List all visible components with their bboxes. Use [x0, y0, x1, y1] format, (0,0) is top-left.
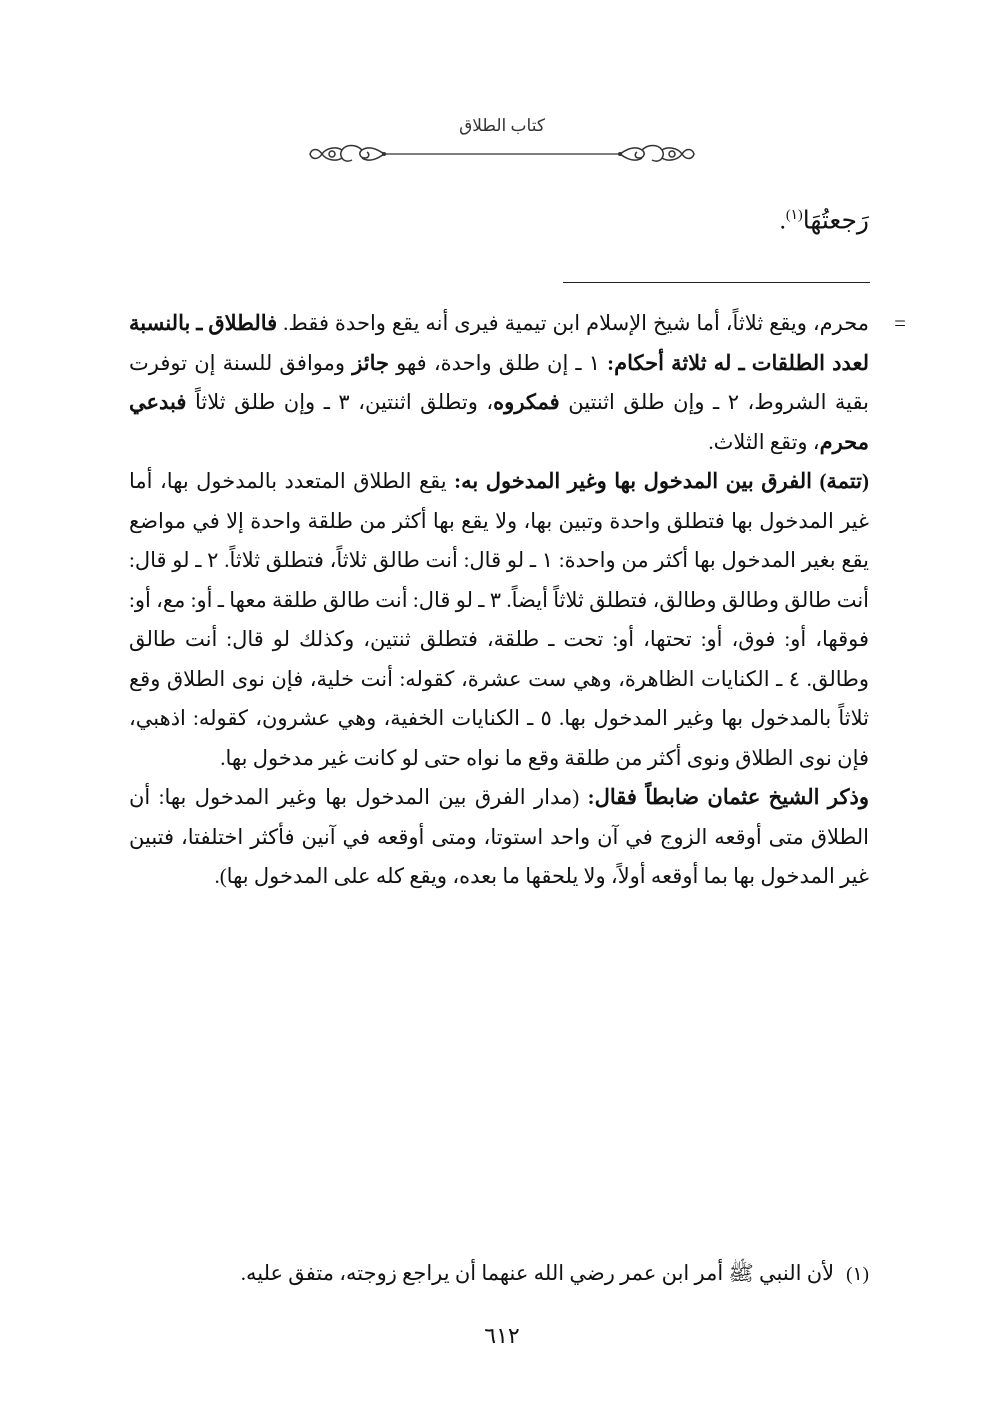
header-title: كتاب الطلاق [459, 116, 545, 135]
p1-bold-4: فبدعي محرم [129, 390, 869, 454]
p2-bold: (تتمة) الفرق بين المدخول بها وغير المدخول به: [454, 469, 870, 493]
notes-paragraph-1 [129, 304, 906, 462]
p1-text-5: ، وتقع الثلاث. [708, 429, 820, 454]
p1-text-4: ، وتطلق اثنتين، ٣ ـ وإن طلق ثلاثاً [186, 390, 494, 414]
footnote-number: (١) [846, 1264, 869, 1285]
p1-text-2: ١ ـ إن طلق واحدة، فهو [389, 350, 608, 375]
footnote-reference: (١) [785, 208, 803, 223]
running-header [302, 112, 702, 172]
p2-text: يقع الطلاق المتعدد بالمدخول بها، أما غير المدخول بها فتطلق واحدة وتبين بها، ولا يقع بها أكثر من طلقة واحدة إلا في مواضع يقع بغير المدخول بها أكثر من واحدة: ١ ـ لو قال: أنت طالق ثلاثاً، فتطلق ثلاثاً. ٢ ـ لو قال: أنت طالق وطالق وطالق، فتطلق ثلاثاً أيضاً. ٣ ـ لو قال: أنت طالق طلقة معها ـ أو: مع، أو: فوقها، أو: فوق، أو: تحتها، أو: تحت ـ طلقة، فتطلق ثنتين، وكذلك لو قال: أنت طالق وطالق. ٤ ـ الكنايات الظاهرة، وهي ست عشرة، كقوله: أنت خلية، فإن نوى الطلاق وقع ثلاثاً بالمدخول بها وغير المدخول بها. ٥ ـ الكنايات الخفية، وهي عشرون، كقوله: اذهبي، فإن نوى الطلاق ونوى أكثر من طلقة وقع ما نواه حتى لو كانت غير مدخول بها. [129, 469, 870, 770]
notes-section [129, 304, 906, 897]
page-number: ٦١٢ [484, 1323, 520, 1348]
p1-bold-1: فالطلاق ـ بالنسبة لعدد الطلقات ـ له ثلاثة أحكام: [129, 311, 870, 375]
footnote-text: لأن النبي ﷺ أمر ابن عمر رضي الله عنهما أن يراجع زوجته، متفق عليه. [240, 1261, 835, 1285]
p1-bold-3: فمكروه [493, 390, 560, 414]
header-ornament-icon [302, 136, 702, 172]
p1-bold-2: جائز [352, 350, 389, 375]
main-text: رَجعتُهَا [802, 207, 869, 235]
continuation-mark: = [894, 311, 906, 335]
main-end-punctuation: . [779, 207, 786, 235]
p1-text-1: محرم، ويقع ثلاثاً، أما شيخ الإسلام ابن تيمية فيرى أنه يقع واحدة فقط. [283, 311, 869, 335]
footnote-divider [563, 282, 870, 283]
p3-bold: وذكر الشيخ عثمان ضابطاً فقال: [587, 785, 869, 809]
notes-paragraph-3 [129, 778, 869, 897]
p1-text-3: وموافق للسنة إن توفرت بقية الشروط، ٢ ـ وإن طلق اثنتين [129, 350, 869, 414]
notes-paragraph-2 [129, 462, 869, 778]
main-text-line [134, 196, 869, 241]
p3-text: (مدار الفرق بين المدخول بها وغير المدخول بها: أن الطلاق متى أوقعه الزوج في آن واحد استوتا، ومتى أوقعه في آنين فأكثر اختلفتا، فتبين غير المدخول بها بما أوقعه أولاً، ولا يلحقها ما بعده، ويقع كله على المدخول بها). [129, 785, 869, 888]
footnote [129, 1258, 869, 1290]
